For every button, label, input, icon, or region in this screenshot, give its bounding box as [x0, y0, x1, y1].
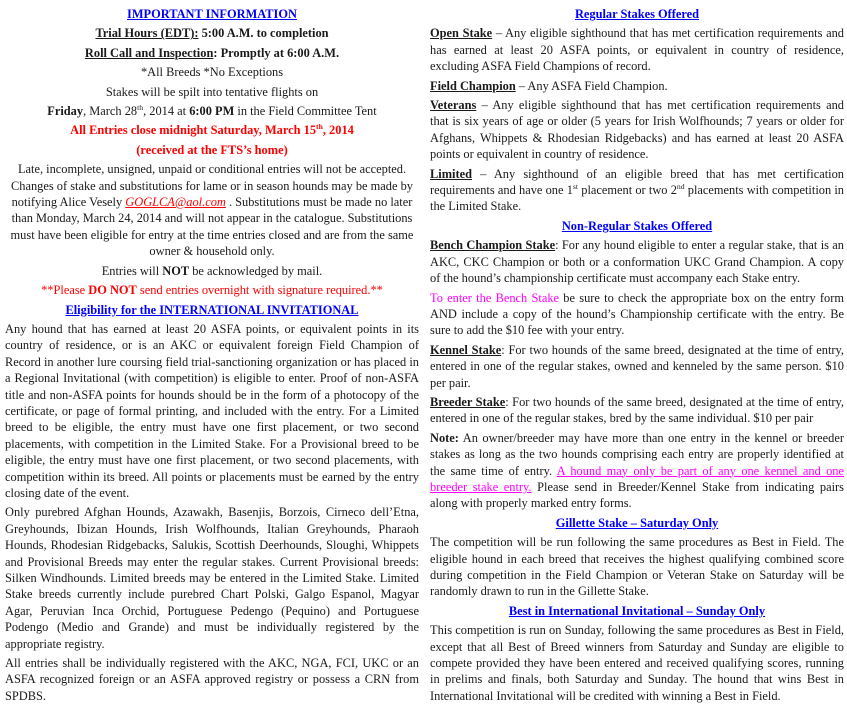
email-link[interactable]: GOGLCA@aol.com	[125, 195, 226, 210]
text-run: 5:00 A.M. to completion	[198, 26, 329, 41]
text-run: Entries will	[101, 263, 163, 278]
field-champion-paragraph	[430, 78, 844, 94]
text-run: Veterans	[430, 98, 477, 113]
not-acknowledged-line	[5, 263, 419, 279]
text-run: This competition is run on Sunday, following the same procedures as Best in Field, except that all Best of Breed winners from Saturday and Sunday are eligible to compete provided they have been entered and received qualifying scores, running in prelims and finals, both Saturday and Sunday. The hound that wins Best in International Invitational will be credited with winning a Best in Field.	[430, 623, 844, 703]
text-run: Only purebred Afghan Hounds, Azawakh, Basenjis, Borzois, Cirneco dell’Etna, Greyhounds, Ibizan Hounds, Irish Wolfhounds, Italian Greyhounds, Pharaoh Hounds, Rhodesian Ridgebacks, Salukis, Scottish Deerhounds, Sloughi, Whippets and Provisional Breeds may enter the regular stakes. Current Provisional breeds: Silken Windhounds. Limited breeds may be entered in the Limited Stake. Limited Stake breeds currently include purebred Chart Polski, Galgo Espanol, Magyar Agar, Peruvian Inca Orchid, Portuguese Pedengo (Pequino) and Portuguese Podengo (Medio and Grande) and must be individually registered by the appropriate registry.	[5, 505, 419, 651]
text-run: Limited	[430, 166, 472, 181]
regular-stakes-heading	[430, 6, 844, 22]
eligibility-heading	[5, 302, 419, 318]
text-run: An owner/breeder may have more than one entry in the kennel or breeder stakes as long as the two hounds comprising each entry are properly identified at the same time of entry.	[430, 430, 844, 478]
breeder-stake-paragraph	[430, 394, 844, 427]
text-run: – Any eligible sighthound that has met certification requirements and that is six years of age or older (5 years for Irish Wolfhounds; 7 years or older for Afghans, Whippets & Rhodesian Ridgebacks) and has earned at least 20 ASFA points or equivalent in country of residence.	[430, 98, 844, 162]
text-run: . Substitutions must be made no later than Monday, March 24, 2014 and will not appear in the catalogue. Substitutions must have been eligible for entry at the time entries closed and are from the same owner & household only.	[10, 195, 414, 259]
best-invitational-paragraph	[430, 622, 844, 704]
text-run: placement or two 2	[578, 183, 677, 198]
text-run: Trial Hours (EDT):	[95, 26, 199, 41]
text-run: Please send in Breeder/Kennel Stake from indicating pairs along with properly marked entry forms.	[430, 479, 844, 511]
text-run: Breeder Stake	[430, 394, 506, 409]
all-breeds-line	[5, 64, 419, 80]
registration-paragraph	[5, 655, 419, 704]
text-run: – Any ASFA Field Champion.	[515, 78, 668, 93]
limited-paragraph	[430, 166, 844, 215]
text-run: Stakes will be spilt into tentative flights on	[105, 84, 319, 99]
entries-close-line	[5, 122, 419, 138]
text-run: nd	[676, 181, 685, 191]
text-run: : For two hounds of the same breed, designated at the time of entry, entered in one of the regular stakes, bred by the same individual. $10 per pair	[430, 394, 844, 426]
no-overnight-line	[5, 282, 419, 298]
text-run: (received at the FTS’s home)	[136, 142, 288, 157]
text-run: Eligibility for the INTERNATIONAL INVITATIONAL	[65, 302, 359, 317]
text-run: Gillette Stake – Saturday Only	[555, 515, 719, 530]
non-regular-stakes-heading	[430, 218, 844, 234]
veterans-paragraph	[430, 97, 844, 163]
text-run: Any hound that has earned at least 20 ASFA points, or equivalent points in its country of residence, or is an AKC or equivalent foreign Field Champion of Record in another lure coursing field trial-sanctioning organization or has placed in a Regional Invitational (with competition) is eligible to enter. Proof of non-ASFA title and non-ASFA points for hounds should be in the form of a photocopy of the certificate, or page of formal printing, and included with the entry. For a Limited breed to be eligible, the entry must have one first placement, or two second placements, with competition in the Limited Stake. For a Provisional breed to be eligible, the entry must have one first placement, or two second placements, with competition within its breed. All points or placements must be earned by the entry closing date of the event.	[5, 321, 419, 500]
text-run: in the Field Committee Tent	[234, 104, 377, 119]
text-run: , 2014 at	[143, 104, 190, 119]
text-run: th	[137, 102, 144, 112]
text-run: The competition will be run following the same procedures as Best in Field. The eligible hound in each breed that receives the highest qualifying combined score during competition in the Field Champion or Veteran Stake on Saturday will be randomly drawn to run in the Gillette Stake.	[430, 535, 844, 599]
right-column	[430, 6, 845, 703]
text-run: – Any eligible sighthound that has met certification requirements and has earned at least 20 ASFA points, or equivalent in country of residence, excluding ASFA Field Champions of record.	[430, 26, 844, 74]
kennel-stake-paragraph	[430, 342, 844, 391]
text-run: – Any sighthound of an eligible breed that has met certification requirements and have one 1	[430, 166, 844, 198]
important-information-heading	[5, 6, 419, 22]
text-run: Non-Regular Stakes Offered	[561, 218, 713, 233]
text-run: All entries shall be individually registered with the AKC, NGA, FCI, UKC or an ASFA recognized foreign or an ASFA approved registry or possess a CRN from SPDBS.	[5, 656, 419, 703]
text-run: : For two hounds of the same breed, designated at the time of entry, entered in one of the regular stakes, owned and kenneled by the same person. $10 per pair.	[430, 342, 845, 390]
open-stake-paragraph	[430, 25, 844, 74]
trial-hours-line	[5, 25, 419, 41]
kennel-breeder-note-paragraph	[430, 430, 844, 512]
text-run: st	[572, 181, 579, 191]
text-run: All Entries close midnight Saturday, March 15	[70, 123, 317, 138]
text-run: , 2014	[322, 123, 354, 138]
text-run: Late, incomplete, unsigned, unpaid or conditional entries will not be accepted. Changes of stake and substitutions for lame or in season hounds may be made by notifying Alice Vesely	[11, 162, 413, 210]
text-run: NOT	[162, 263, 190, 278]
text-run: A hound may only be part of any one kennel and one breeder stake entry.	[430, 463, 844, 494]
text-run: Roll Call and Inspection	[84, 45, 214, 60]
text-run: Open Stake	[430, 26, 493, 41]
best-invitational-heading	[430, 603, 844, 619]
text-run: Best in International Invitational – Sunday Only	[508, 603, 766, 618]
text-run: *All Breeds *No Exceptions	[140, 65, 284, 80]
text-run: DO NOT	[88, 283, 137, 298]
text-run: 6:00 PM	[189, 104, 235, 119]
bench-champion-paragraph	[430, 237, 844, 286]
text-run: Regular Stakes Offered	[574, 7, 700, 21]
bench-stake-note-paragraph	[430, 290, 844, 339]
text-run: IMPORTANT INFORMATION	[127, 7, 297, 21]
text-run: placements with competition in the Limited Stake.	[430, 183, 844, 214]
text-run: Note:	[430, 430, 459, 445]
text-run: send entries overnight with signature required.**	[136, 283, 383, 298]
text-run: be sure to check the appropriate box on the entry form AND include a copy of the hound’s Championship certificate with the entry. Be sure to add the $10 fee with your entry.	[430, 290, 844, 338]
roll-call-line	[5, 45, 419, 61]
text-run: Field Champion	[430, 78, 516, 93]
eligibility-paragraph	[5, 321, 419, 501]
text-run: Bench Champion Stake	[430, 238, 556, 253]
text-run: be acknowledged by mail.	[189, 263, 323, 278]
text-run: : Promptly at 6:00 A.M.	[213, 45, 340, 60]
text-run: Friday	[47, 104, 84, 119]
text-run: **Please	[41, 283, 89, 298]
left-column	[5, 6, 419, 703]
text-run: To enter the Bench Stake	[430, 290, 560, 305]
gillette-stake-heading	[430, 515, 844, 531]
flights-date-line	[5, 103, 419, 119]
late-entries-paragraph	[5, 161, 419, 259]
text-run: , March 28	[83, 104, 138, 119]
received-line	[5, 142, 419, 158]
stakes-split-line	[5, 84, 419, 100]
gillette-stake-paragraph	[430, 534, 844, 600]
text-run: : For any hound eligible to enter a regular stake, that is an AKC, CKC Champion or both or a conformation UKC Grand Champion. A copy of the hound’s championship certificate must accompany each Stake entry.	[430, 238, 845, 286]
text-run: Kennel Stake	[430, 342, 502, 357]
breeds-paragraph	[5, 504, 419, 652]
text-run: th	[316, 122, 323, 132]
